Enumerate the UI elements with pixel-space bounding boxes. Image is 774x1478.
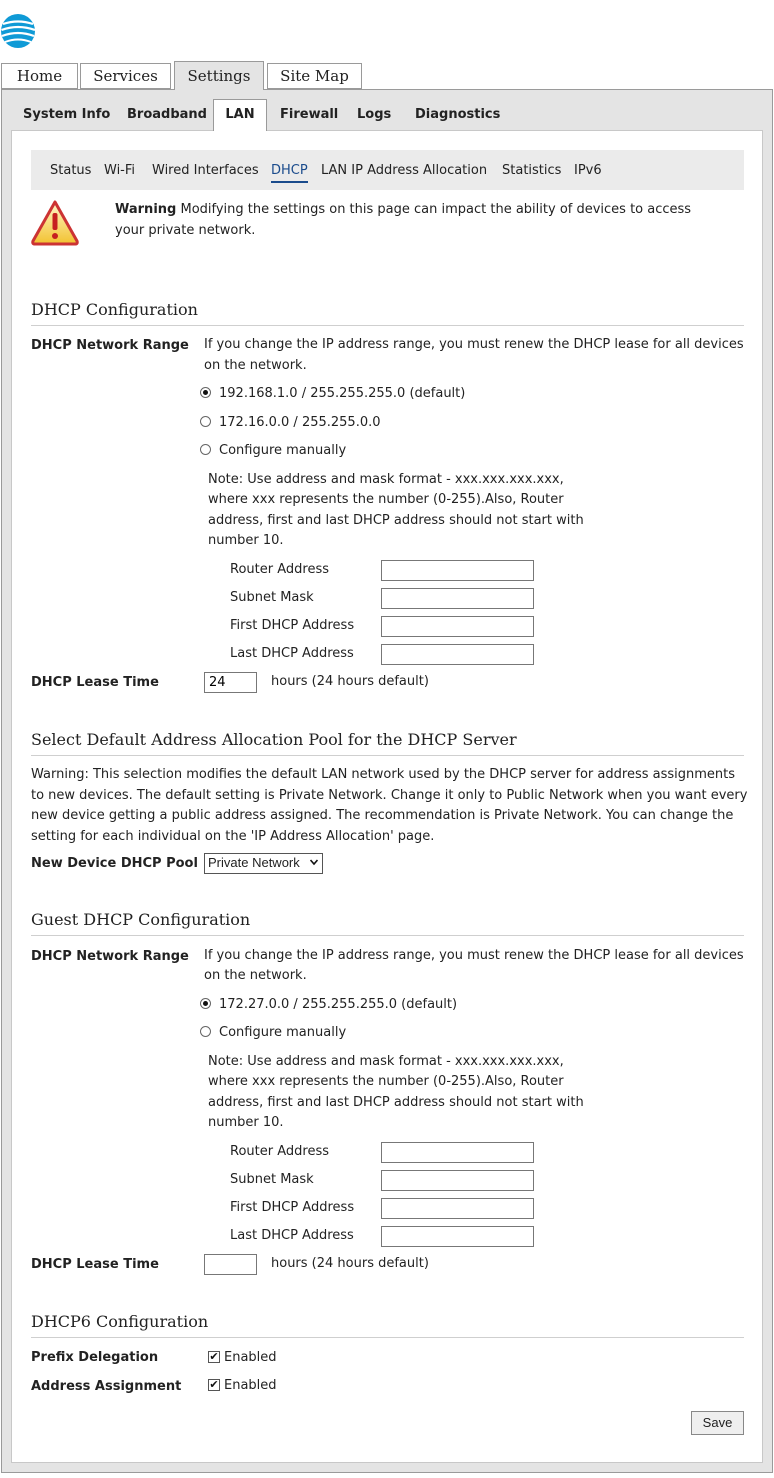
pool-warning-2: to new devices. The default setting is Private Network. Change it only to Public Network when you want every bbox=[31, 788, 748, 803]
guest-radio-label-manual: Configure manually bbox=[219, 1025, 347, 1040]
divider bbox=[31, 755, 744, 756]
guest-subnet-mask-label: Subnet Mask bbox=[230, 1172, 314, 1187]
subnet-mask-input[interactable] bbox=[381, 588, 534, 609]
address-assignment-label: Address Assignment bbox=[31, 1379, 182, 1394]
guest-last-dhcp-input[interactable] bbox=[381, 1226, 534, 1247]
lease-time-hint: hours (24 hours default) bbox=[271, 674, 429, 689]
nav-lan-ip-allocation[interactable]: LAN IP Address Allocation bbox=[321, 163, 488, 178]
guest-last-dhcp-label: Last DHCP Address bbox=[230, 1228, 354, 1243]
radio-range-172[interactable] bbox=[200, 416, 211, 427]
last-dhcp-label: Last DHCP Address bbox=[230, 646, 354, 661]
guest-lease-time-label: DHCP Lease Time bbox=[31, 1257, 159, 1272]
dhcp-range-info-1: If you change the IP address range, you must renew the DHCP lease for all devices bbox=[204, 337, 744, 352]
subtab-logs[interactable]: Logs bbox=[357, 107, 392, 122]
guest-first-dhcp-label: First DHCP Address bbox=[230, 1200, 355, 1215]
guest-range-info-1: If you change the IP address range, you must renew the DHCP lease for all devices bbox=[204, 948, 744, 963]
dhcp-pool-value: Private Network bbox=[208, 855, 300, 870]
radio-configure-manually[interactable] bbox=[200, 444, 211, 455]
last-dhcp-input[interactable] bbox=[381, 644, 534, 665]
divider bbox=[31, 325, 744, 326]
address-assignment-value: Enabled bbox=[224, 1378, 277, 1393]
guest-lease-time-input[interactable] bbox=[204, 1254, 257, 1275]
tab-site-map[interactable]: Site Map bbox=[267, 63, 362, 89]
guest-note-line-2: where xxx represents the number (0-255).Also, Router bbox=[208, 1074, 564, 1089]
nav-status[interactable]: Status bbox=[50, 163, 92, 178]
save-button[interactable]: Save bbox=[691, 1411, 744, 1435]
guest-radio-configure-manually[interactable] bbox=[200, 1026, 211, 1037]
tab-settings[interactable]: Settings bbox=[174, 61, 264, 90]
warning-title: Warning bbox=[115, 202, 177, 217]
dhcp6-heading: DHCP6 Configuration bbox=[31, 1312, 209, 1331]
note-line-3: address, first and last DHCP address should not start with bbox=[208, 513, 584, 528]
tab-home[interactable]: Home bbox=[1, 63, 78, 89]
prefix-delegation-checkbox[interactable]: ✔ bbox=[209, 1350, 219, 1363]
pool-heading: Select Default Address Allocation Pool for the DHCP Server bbox=[31, 730, 517, 749]
chevron-down-icon bbox=[310, 858, 318, 866]
divider bbox=[31, 935, 744, 936]
guest-note-line-4: number 10. bbox=[208, 1115, 284, 1130]
lease-time-input[interactable] bbox=[204, 672, 257, 693]
radio-range-192[interactable] bbox=[200, 387, 211, 398]
warning-icon bbox=[30, 199, 80, 247]
pool-label: New Device DHCP Pool bbox=[31, 856, 198, 871]
pool-warning-1: Warning: This selection modifies the default LAN network used by the DHCP server for address assignments bbox=[31, 767, 736, 782]
nav-wifi[interactable]: Wi-Fi bbox=[104, 163, 136, 178]
guest-note-line-3: address, first and last DHCP address should not start with bbox=[208, 1095, 584, 1110]
guest-range-label: DHCP Network Range bbox=[31, 949, 189, 964]
guest-heading: Guest DHCP Configuration bbox=[31, 910, 251, 929]
dhcp-config-heading: DHCP Configuration bbox=[31, 300, 198, 319]
dhcp-pool-select[interactable] bbox=[204, 853, 323, 874]
guest-radio-172-27[interactable] bbox=[200, 998, 211, 1009]
prefix-delegation-label: Prefix Delegation bbox=[31, 1350, 159, 1365]
router-address-input[interactable] bbox=[381, 560, 534, 581]
subtab-firewall[interactable]: Firewall bbox=[280, 107, 339, 122]
nav-wired-interfaces[interactable]: Wired Interfaces bbox=[152, 163, 259, 178]
nav-ipv6[interactable]: IPv6 bbox=[574, 163, 602, 178]
warning-text-1: Modifying the settings on this page can impact the ability of devices to access bbox=[180, 202, 692, 217]
first-dhcp-input[interactable] bbox=[381, 616, 534, 637]
dhcp-range-info-2: on the network. bbox=[204, 358, 307, 373]
subtab-broadband[interactable]: Broadband bbox=[127, 107, 207, 122]
nav-dhcp[interactable]: DHCP bbox=[271, 163, 308, 183]
note-line-1: Note: Use address and mask format - xxx.xxx.xxx.xxx, bbox=[208, 472, 564, 487]
dhcp-range-label: DHCP Network Range bbox=[31, 338, 189, 353]
router-address-label: Router Address bbox=[230, 562, 329, 577]
tab-services[interactable]: Services bbox=[80, 63, 171, 89]
radio-label-172: 172.16.0.0 / 255.255.0.0 bbox=[219, 415, 381, 430]
note-line-4: number 10. bbox=[208, 533, 284, 548]
subtab-diagnostics[interactable]: Diagnostics bbox=[415, 107, 501, 122]
pool-warning-3: new device getting a public address assigned. The recommendation is Private Network. You can change the bbox=[31, 808, 734, 823]
divider bbox=[31, 1337, 744, 1338]
pool-warning-4: setting for each individual on the 'IP Address Allocation' page. bbox=[31, 829, 435, 844]
att-globe-logo bbox=[0, 12, 38, 50]
guest-lease-time-hint: hours (24 hours default) bbox=[271, 1256, 429, 1271]
lease-time-label: DHCP Lease Time bbox=[31, 675, 159, 690]
guest-radio-label-172-27: 172.27.0.0 / 255.255.255.0 (default) bbox=[219, 997, 458, 1012]
radio-label-manual: Configure manually bbox=[219, 443, 347, 458]
guest-note-line-1: Note: Use address and mask format - xxx.xxx.xxx.xxx, bbox=[208, 1054, 564, 1069]
guest-first-dhcp-input[interactable] bbox=[381, 1198, 534, 1219]
guest-subnet-mask-input[interactable] bbox=[381, 1170, 534, 1191]
guest-range-info-2: on the network. bbox=[204, 968, 307, 983]
warning-text-2: your private network. bbox=[115, 223, 256, 238]
guest-router-address-input[interactable] bbox=[381, 1142, 534, 1163]
nav-statistics[interactable]: Statistics bbox=[502, 163, 562, 178]
subnet-mask-label: Subnet Mask bbox=[230, 590, 314, 605]
guest-router-address-label: Router Address bbox=[230, 1144, 329, 1159]
address-assignment-checkbox[interactable]: ✔ bbox=[209, 1378, 219, 1391]
radio-label-192: 192.168.1.0 / 255.255.255.0 (default) bbox=[219, 386, 466, 401]
subtab-lan[interactable]: LAN bbox=[213, 99, 267, 131]
prefix-delegation-value: Enabled bbox=[224, 1350, 277, 1365]
subtab-system-info[interactable]: System Info bbox=[23, 107, 111, 122]
first-dhcp-label: First DHCP Address bbox=[230, 618, 355, 633]
note-line-2: where xxx represents the number (0-255).Also, Router bbox=[208, 492, 564, 507]
